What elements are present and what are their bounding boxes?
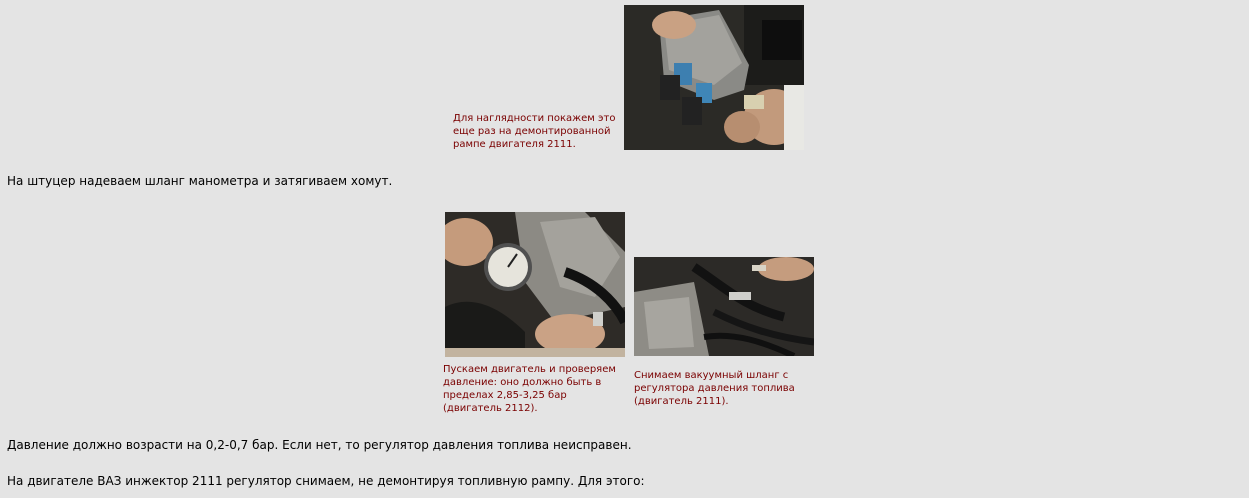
figure-3-caption: Снимаем вакуумный шланг с регулятора давления топлива (двигатель 2111). [634,370,795,407]
paragraph-1: На штуцер надеваем шланг манометра и затягиваем хомут. [7,174,393,188]
vacuum-hose-photo [634,257,814,356]
figure-1-caption: Для наглядности покажем это еще раз на демонтированной рампе двигателя 2111. [453,113,616,150]
paragraph-2: Давление должно возрасти на 0,2-0,7 бар. Если нет, то регулятор давления топлива неисправен. [7,438,632,452]
figure-2-caption: Пускаем двигатель и проверяем давление: оно должно быть в пределах 2,85-3,25 бар (двигатель 2112). [443,364,616,414]
pressure-gauge-photo [445,212,625,357]
paragraph-3: На двигателе ВАЗ инжектор 2111 регулятор снимаем, не демонтируя топливную рампу. Для этого: [7,474,645,488]
fuel-rail-photo [624,5,804,150]
